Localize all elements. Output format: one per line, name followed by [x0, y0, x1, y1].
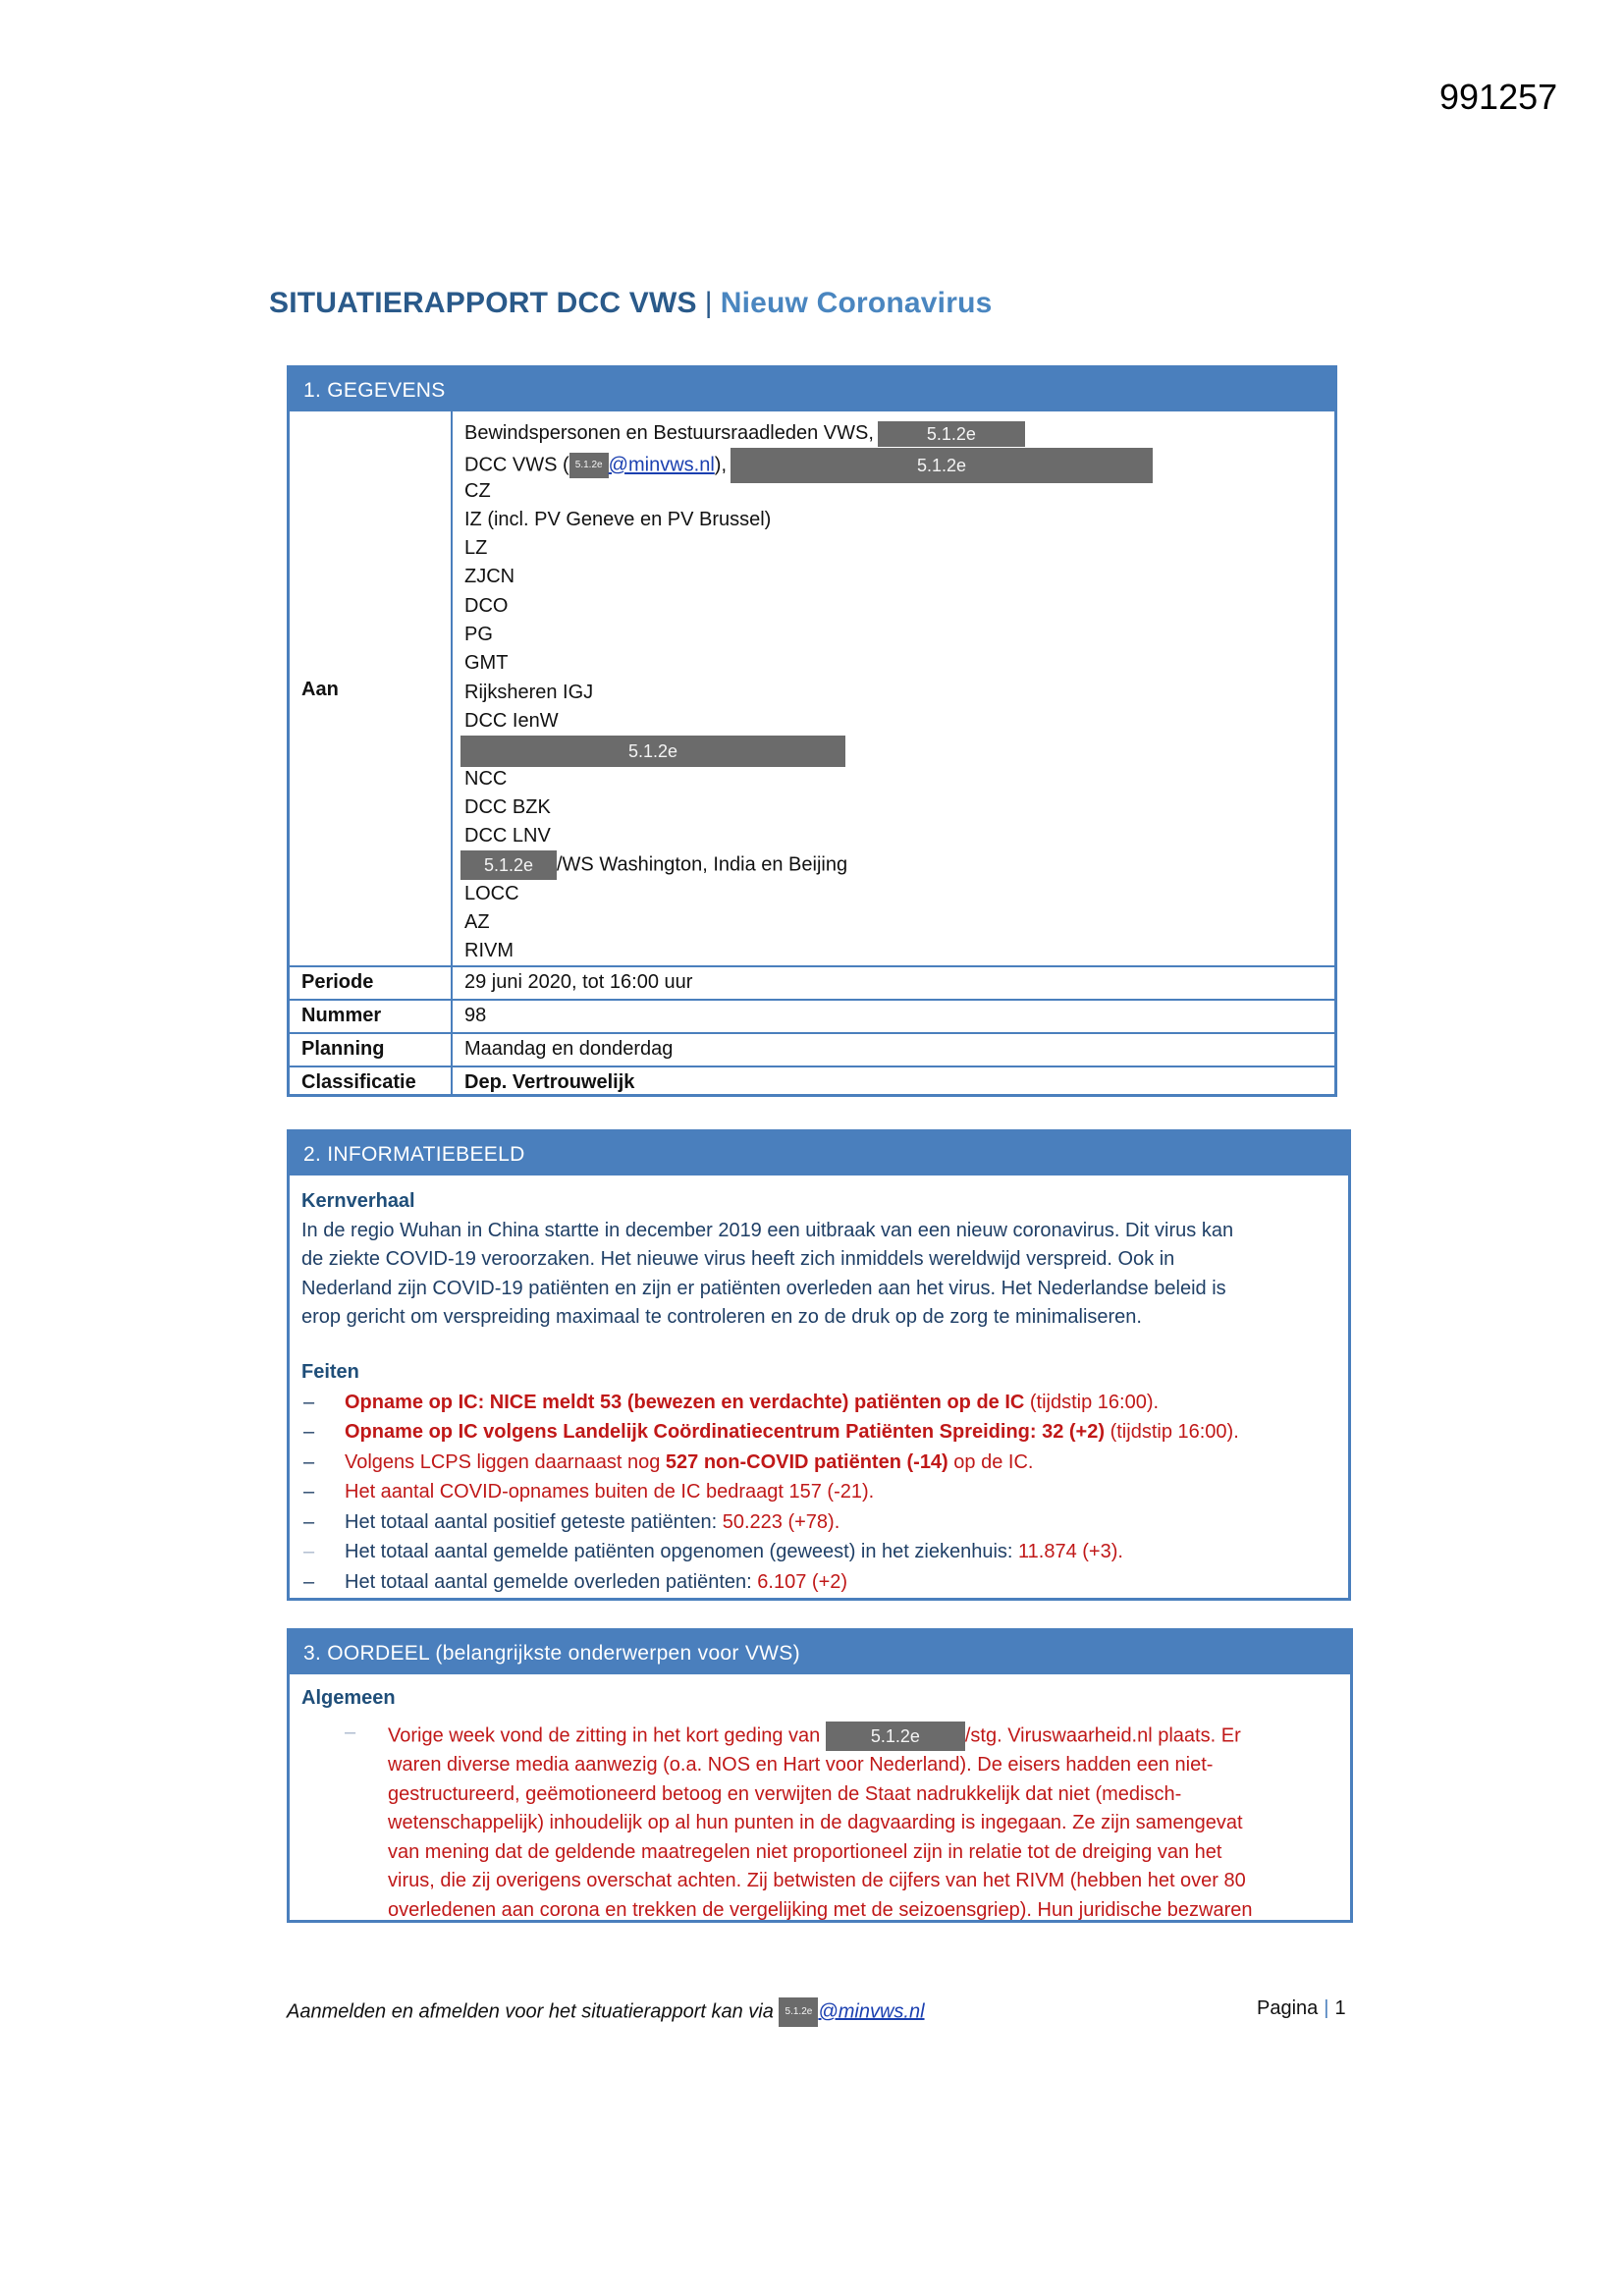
- algemeen-line: virus, die zij overigens overschat achten. Zij betwisten de cijfers van het RIVM (hebben het over 80: [388, 1870, 1246, 1891]
- recipient-item: AZ: [464, 911, 490, 934]
- recipient-item: 5.1.2e /WS Washington, India en Beijing: [464, 850, 1153, 879]
- title-sub: Nieuw Coronavirus: [720, 287, 993, 319]
- classificatie-label: Classificatie: [301, 1071, 416, 1093]
- kernverhaal-block: [301, 1187, 1334, 1333]
- section-header-informatiebeeld: 2. INFORMATIEBEELD: [290, 1132, 1348, 1175]
- fact-item: – Het totaal aantal positief geteste patiënten: 50.223 (+78).: [303, 1510, 840, 1533]
- redaction-box: 5.1.2e: [569, 453, 609, 478]
- algemeen-paragraph: [388, 1722, 1336, 1925]
- recipient-item: Rijksheren IGJ: [464, 681, 594, 703]
- kernverhaal-line: de ziekte COVID-19 veroorzaken. Het nieuwe virus heeft zich inmiddels wereldwijd verspreid. Ook in: [301, 1248, 1175, 1270]
- row-periode: [290, 965, 1334, 999]
- recipient-item: DCO: [464, 594, 509, 617]
- title-main: SITUATIERAPPORT DCC VWS: [269, 287, 697, 319]
- feiten-block: [301, 1358, 1334, 1597]
- title-separator: |: [704, 287, 713, 319]
- recipient-item: ZJCN: [464, 566, 515, 588]
- footer-email-link[interactable]: @minvws.nl: [818, 2000, 925, 2023]
- recipient-item: IZ (incl. PV Geneve en PV Brussel): [464, 508, 772, 530]
- classificatie-value: Dep. Vertrouwelijk: [464, 1071, 635, 1093]
- recipient-item: Bewindspersonen en Bestuursraadleden VWS, 5.1.2e: [464, 419, 1153, 448]
- redaction-box: 5.1.2e: [731, 448, 1153, 483]
- row-planning: [290, 1032, 1334, 1066]
- fact-item: – Het totaal aantal gemelde patiënten opgenomen (geweest) in het ziekenhuis: 11.874 (+3).: [303, 1541, 1123, 1562]
- algemeen-dash: –: [345, 1722, 356, 1743]
- kernverhaal-title: Kernverhaal: [301, 1190, 415, 1212]
- redaction-box: 5.1.2e: [878, 421, 1025, 447]
- redaction-box: 5.1.2e: [460, 736, 845, 767]
- fact-item: – Opname op IC: NICE meldt 53 (bewezen en verdachte) patiënten op de IC (tijdstip 16:00).: [303, 1391, 1160, 1413]
- algemeen-title: Algemeen: [301, 1687, 396, 1709]
- recipient-item: LZ: [464, 537, 488, 560]
- recipient-item: PG: [464, 624, 493, 646]
- recipient-item: NCC: [464, 767, 508, 790]
- dcc-email-link[interactable]: @minvws.nl: [608, 454, 715, 476]
- recipient-item: RIVM: [464, 940, 514, 962]
- recipient-item: DCC LNV: [464, 825, 551, 847]
- section-header-oordeel: 3. OORDEEL (belangrijkste onderwerpen voor VWS): [290, 1631, 1350, 1674]
- section-informatiebeeld: [287, 1129, 1351, 1601]
- recipient-item: CZ: [464, 479, 491, 502]
- recipient-item: DCC IenW: [464, 709, 559, 732]
- planning-label: Planning: [301, 1038, 385, 1060]
- recipient-item: [464, 736, 1153, 764]
- fact-item: – Het totaal aantal gemelde overleden patiënten: 6.107 (+2): [303, 1570, 848, 1593]
- section-oordeel: [287, 1628, 1353, 1923]
- algemeen-line: van mening dat de geldende maatregelen niet proportioneel zijn in relatie tot de dreiging van het: [388, 1840, 1222, 1863]
- periode-value: 29 juni 2020, tot 16:00 uur: [464, 971, 693, 993]
- aan-label: Aan: [301, 679, 339, 700]
- footer-signup-note: Aanmelden en afmelden voor het situatierapport kan via 5.1.2e @minvws.nl: [287, 1997, 925, 2027]
- algemeen-block: [301, 1684, 1336, 1714]
- row-classificatie: [290, 1066, 1334, 1097]
- recipient-list: [464, 419, 1153, 966]
- document-id: 991257: [1439, 77, 1558, 117]
- fact-item: – Opname op IC volgens Landelijk Coördinatiecentrum Patiënten Spreiding: 32 (+2) (tijdstip 16:00).: [303, 1421, 1239, 1443]
- redaction-box: 5.1.2e: [826, 1722, 965, 1751]
- section-gegevens: [287, 365, 1337, 1097]
- page-number: Pagina | 1: [1257, 1997, 1346, 2019]
- fact-item: – Het aantal COVID-opnames buiten de IC bedraagt 157 (-21).: [303, 1481, 875, 1503]
- algemeen-line: wetenschappelijk) inhoudelijk op al hun punten in de dagvaarding is ingegaan. Ze zijn samengevat: [388, 1812, 1243, 1833]
- algemeen-line: Vorige week vond de zitting in het kort geding van 5.1.2e /stg. Viruswaarheid.nl plaats. Er: [388, 1722, 1336, 1751]
- nummer-value: 98: [464, 1005, 487, 1026]
- algemeen-line: waren diverse media aanwezig (o.a. NOS en Hart voor Nederland). De eisers hadden een niet-: [388, 1754, 1214, 1776]
- kernverhaal-line: erop gericht om verspreiding maximaal te controleren en zo de druk op de zorg te minimaliseren.: [301, 1306, 1142, 1328]
- algemeen-line: overledenen aan corona en trekken de vergelijking met de seizoensgriep). Hun juridische bezwaren: [388, 1898, 1253, 1921]
- feiten-title: Feiten: [301, 1361, 359, 1383]
- kernverhaal-line: In de regio Wuhan in China startte in december 2019 een uitbraak van een nieuw coronavirus. Dit virus kan: [301, 1219, 1234, 1241]
- redaction-box: 5.1.2e: [779, 1997, 818, 2027]
- fact-item: – Volgens LCPS liggen daarnaast nog 527 non-COVID patiënten (-14) op de IC.: [303, 1450, 1034, 1473]
- redaction-box: 5.1.2e: [460, 850, 557, 880]
- page-title: [269, 287, 993, 320]
- periode-label: Periode: [301, 971, 374, 993]
- recipient-item: LOCC: [464, 882, 519, 904]
- algemeen-line: gestructureerd, geëmotioneerd betoog en verwijten de Staat nadrukkelijk dat niet (medisch-: [388, 1782, 1182, 1805]
- facts-list: [301, 1388, 1334, 1598]
- row-nummer: [290, 999, 1334, 1032]
- planning-value: Maandag en donderdag: [464, 1038, 674, 1060]
- nummer-label: Nummer: [301, 1005, 382, 1026]
- recipient-item: DCC BZK: [464, 795, 551, 818]
- kernverhaal-line: Nederland zijn COVID-19 patiënten en zijn er patiënten overleden aan het virus. Het Nederlandse beleid is: [301, 1277, 1226, 1299]
- section-header-gegevens: 1. GEGEVENS: [290, 368, 1334, 411]
- recipient-item: DCC VWS ( 5.1.2e @minvws.nl), 5.1.2e: [464, 448, 1153, 476]
- recipient-item: GMT: [464, 652, 509, 675]
